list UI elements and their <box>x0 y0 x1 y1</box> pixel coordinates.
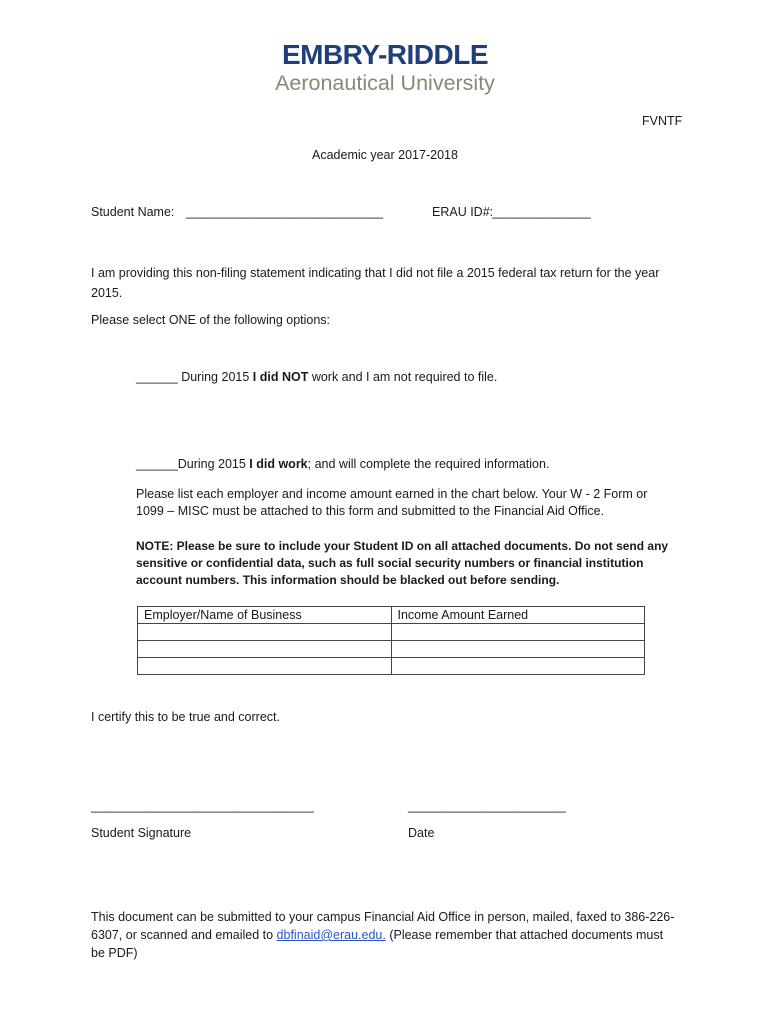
option-text: work and I am not required to file. <box>308 370 498 384</box>
erau-id-field[interactable]: _______________ <box>492 205 591 219</box>
table-row <box>138 658 645 675</box>
option-emphasis: I did NOT <box>252 370 309 384</box>
option-did-not-work[interactable] <box>136 369 497 386</box>
option-emphasis: I did work <box>249 457 308 471</box>
academic-year: Academic year 2017-2018 <box>312 148 458 162</box>
option-text: ; and will complete the required information. <box>307 457 550 471</box>
signature-line[interactable]: _________________________________ <box>91 799 314 813</box>
date-line[interactable]: ________________________ <box>408 799 566 813</box>
table-row <box>138 641 645 658</box>
option-blank[interactable]: ______ <box>136 457 178 471</box>
logo-university-subtitle: Aeronautical University <box>275 71 495 95</box>
date-label: Date <box>408 826 435 840</box>
footer-text: (Please remember that attached documents must be PDF) <box>91 928 664 960</box>
income-table <box>137 606 645 675</box>
non-filing-statement: I am providing this non-filing statement indicating that I did not file a 2015 federal tax return for the year 2015. <box>91 266 660 300</box>
table-row <box>138 624 645 641</box>
table-header-income: Income Amount Earned <box>391 607 645 624</box>
option-text: During 2015 <box>177 370 253 384</box>
select-instruction: Please select ONE of the following options: <box>91 313 331 327</box>
logo-university-name: EMBRY-RIDDLE <box>281 39 489 70</box>
income-cell[interactable] <box>391 658 645 675</box>
income-cell[interactable] <box>391 641 645 658</box>
note-warning: NOTE: Please be sure to include your Student ID on all attached documents. Do not send any sensitive or confidential data, such as full social security numbers or financial institution account numbers. This information should be blacked out before sending. <box>136 539 669 587</box>
erau-id-label: ERAU ID#: <box>432 205 494 219</box>
student-name-label: Student Name: <box>91 205 175 219</box>
employer-cell[interactable] <box>138 641 392 658</box>
form-code: FVNTF <box>642 114 683 128</box>
option-did-work[interactable] <box>136 456 549 473</box>
employer-cell[interactable] <box>138 658 392 675</box>
certify-statement: I certify this to be true and correct. <box>91 710 280 724</box>
footer-text: This document can be submitted to your campus Financial Aid Office in person, mailed, faxed to 386-226-6307, or scanned and emailed to <box>91 910 675 942</box>
table-header-row <box>138 607 645 624</box>
option-text: During 2015 <box>177 457 250 471</box>
student-name-field[interactable]: ______________________________ <box>186 205 383 219</box>
employer-cell[interactable] <box>138 624 392 641</box>
submission-instructions <box>91 908 676 962</box>
employer-instruction: Please list each employer and income amount earned in the chart below. Your W - 2 Form or 1099 – MISC must be attached to this form and submitted to the Financial Aid Office. <box>136 487 648 518</box>
table-header-employer: Employer/Name of Business <box>138 607 392 624</box>
option-blank[interactable]: ______ <box>136 370 178 384</box>
email-link[interactable]: dbfinaid@erau.edu. <box>276 928 386 942</box>
signature-label: Student Signature <box>91 826 192 840</box>
income-cell[interactable] <box>391 624 645 641</box>
